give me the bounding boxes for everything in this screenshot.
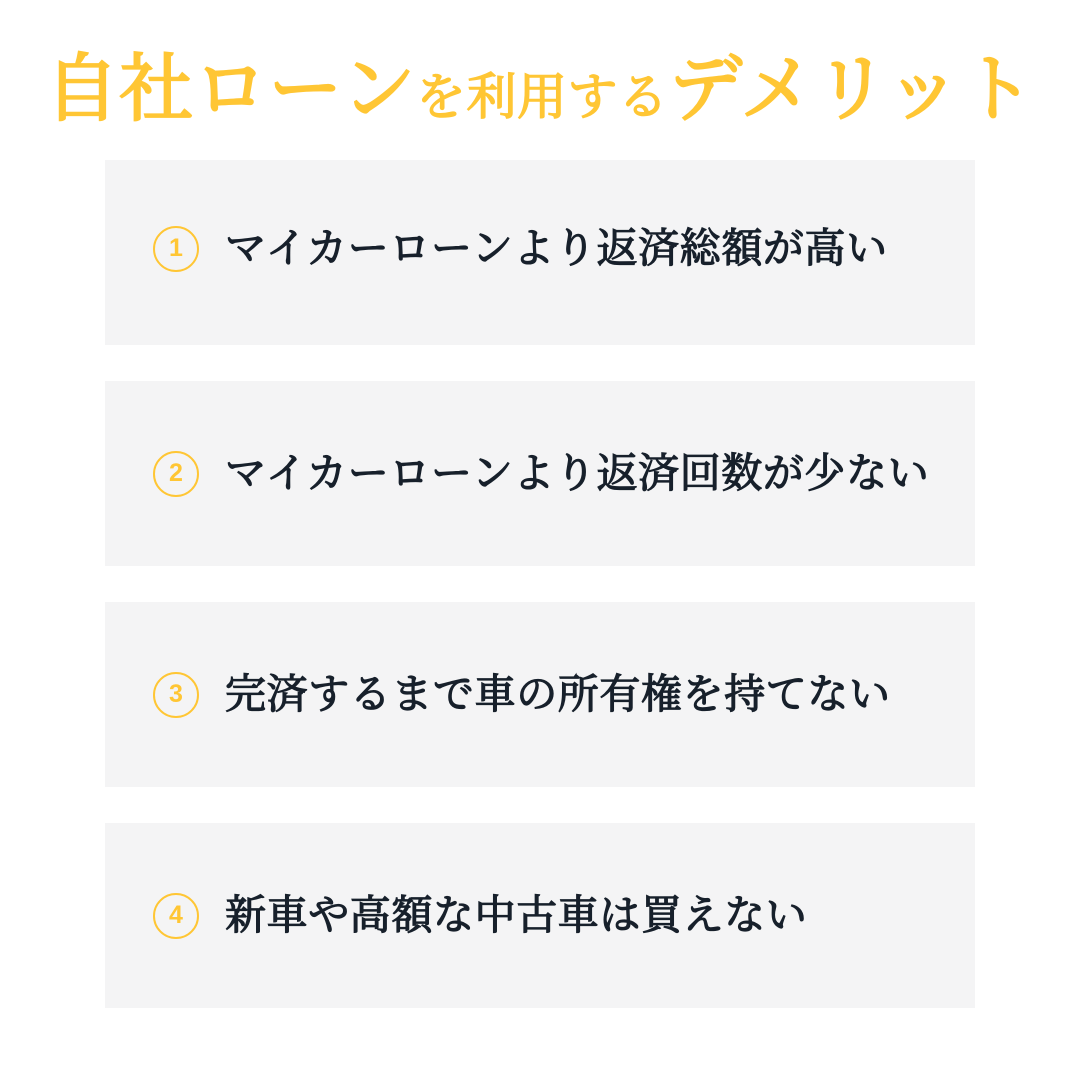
list-item (105, 602, 975, 787)
list-item-label: マイカーローンより返済回数が少ない (225, 449, 930, 496)
list-item-content (153, 451, 945, 497)
number-badge-icon: 2 (153, 451, 199, 497)
list-item-label: マイカーローンより返済総額が高い (225, 225, 888, 272)
list-item-content (153, 893, 945, 939)
title-segment-connector: を利用する (415, 69, 669, 125)
list-item-content (153, 672, 945, 718)
number-badge-icon: 3 (153, 672, 199, 718)
list-item-label: 新車や高額な中古車は買えない (225, 891, 808, 938)
list-item-label: 完済するまで車の所有権を持てない (225, 670, 891, 717)
list-item (105, 823, 975, 1008)
list-item-content (153, 226, 945, 272)
title-segment-emphasis: デメリット (668, 47, 1036, 130)
number-badge-icon: 4 (153, 893, 199, 939)
title-segment-primary: 自社ローン (44, 47, 416, 130)
demerit-list (105, 160, 975, 1044)
list-item (105, 160, 975, 345)
number-badge-icon: 1 (153, 226, 199, 272)
list-item (105, 381, 975, 566)
page-title (0, 47, 1080, 130)
